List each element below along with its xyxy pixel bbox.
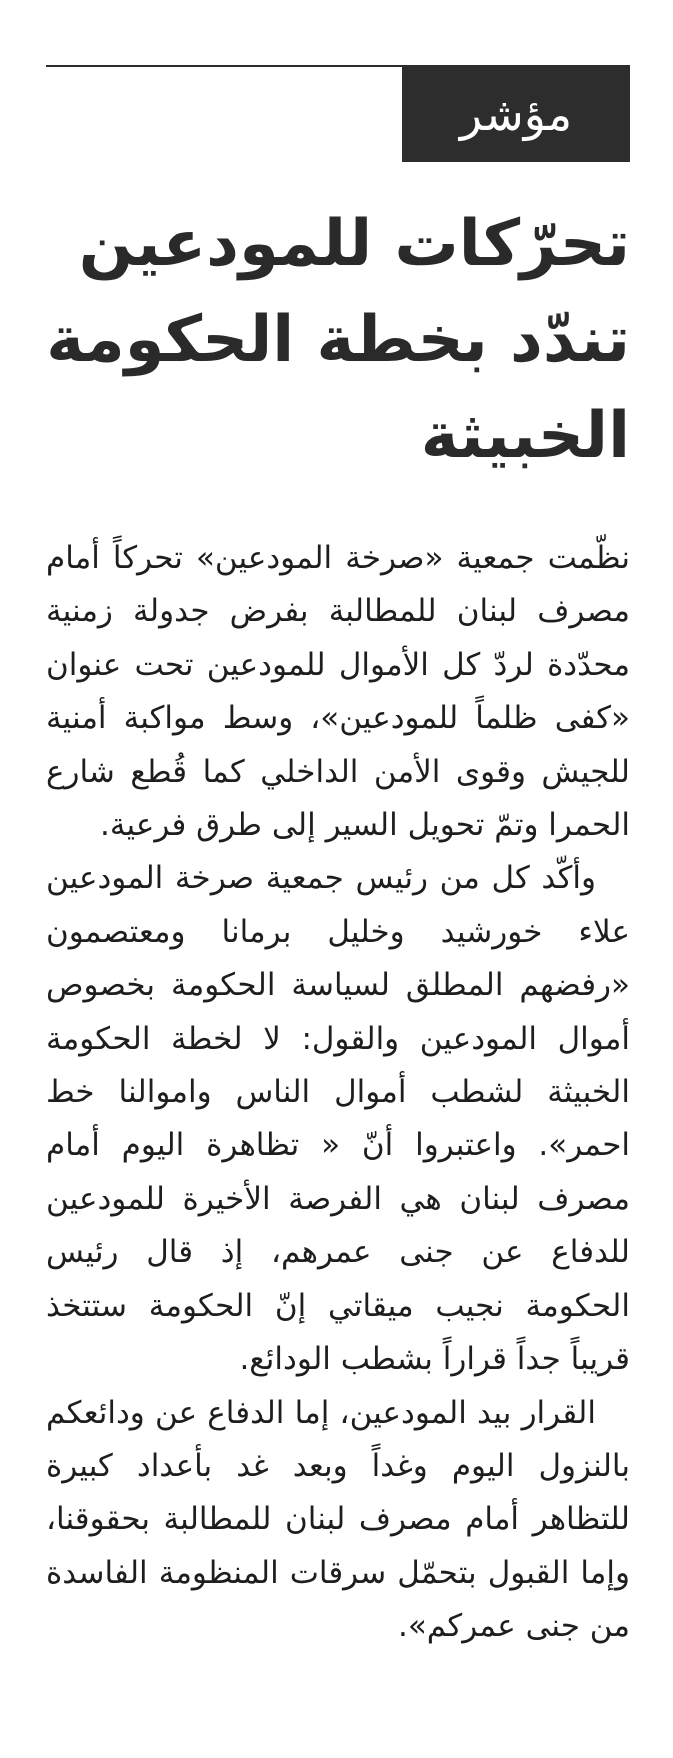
article-body xyxy=(46,532,630,1654)
article-paragraph-1: نظّمت جمعية «صرخة المودعين» تحركاً أمام مصرف لبنان للمطالبة بفرض جدولة زمنية محدّدة لردّ كل الأموال للمودعين تحت عنوان «كفى ظلماً للمودعين»، وسط مواكبة أمنية للجيش وقوى الأمن الداخلي كما قُطع شارع الحمرا وتمّ تحويل السير إلى طرق فرعية. xyxy=(46,540,630,844)
article-paragraph-3: القرار بيد المودعين، إما الدفاع عن ودائعكم بالنزول اليوم وغداً وبعد غد بأعداد كبيرة للتظاهر أمام مصرف لبنان للمطالبة بحقوقنا، وإما القبول بتحمّل سرقات المنظومة الفاسدة من جنى عمركم». xyxy=(46,1394,630,1645)
article-headline: تحرّكات للمودعين تندّد بخطة الحكومة الخبيثة xyxy=(46,207,630,473)
article-paragraph-2: وأكّد كل من رئيس جمعية صرخة المودعين علاء خورشيد وخليل برمانا ومعتصمون «رفضهم المطلق لسياسة الحكومة بخصوص أموال المودعين والقول: لا لخطة الحكومة الخبيثة لشطب أموال الناس واموالنا خط احمر». واعتبروا أنّ « تظاهرة اليوم أمام مصرف لبنان هي الفرصة الأخيرة للمودعين للدفاع عن جنى عمرهم، إذ قال رئيس الحكومة نجيب ميقاتي إنّ الحكومة ستتخذ قريباً جداً قراراً بشطب الودائع. xyxy=(46,860,630,1378)
section-label: مؤشر xyxy=(402,66,630,162)
